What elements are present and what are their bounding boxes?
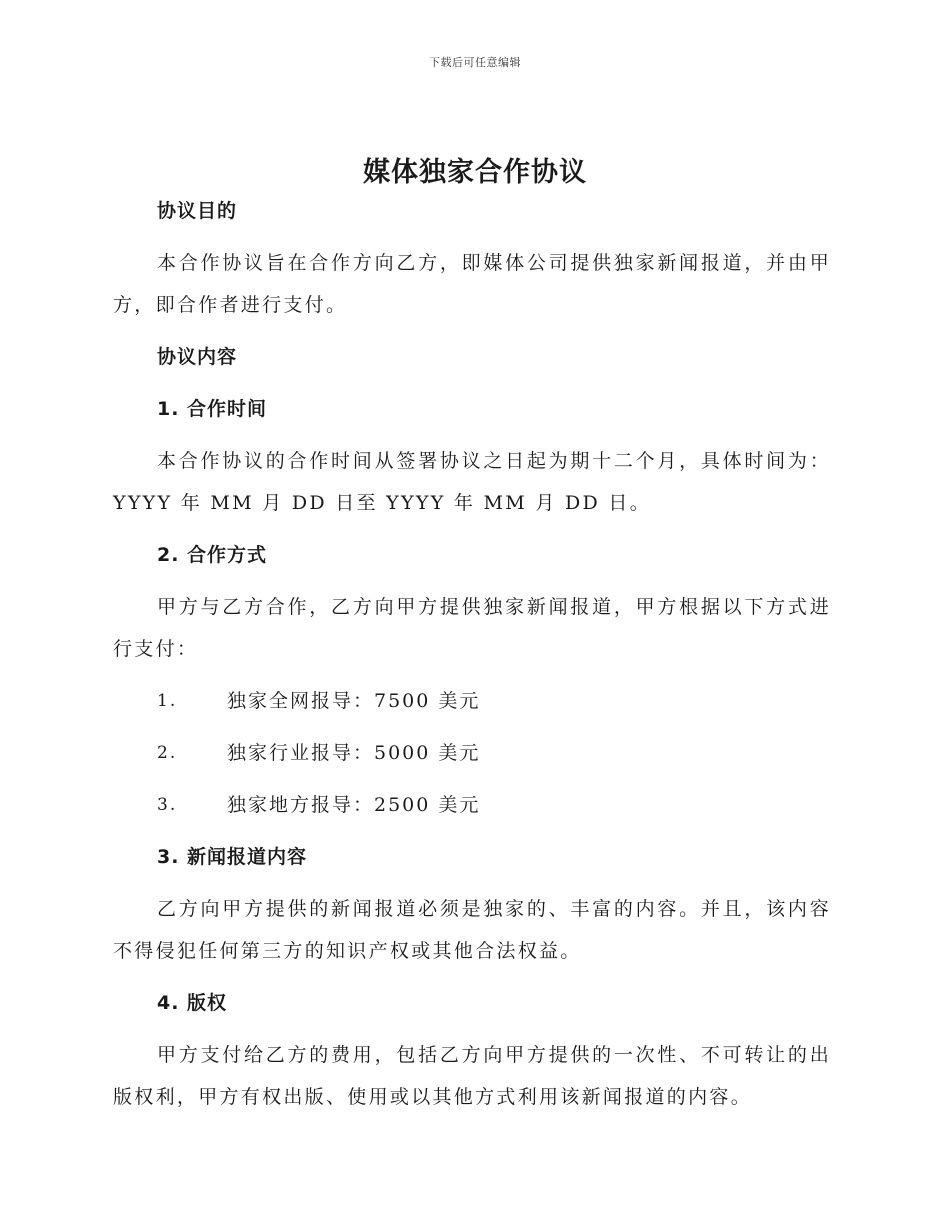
document-title: 媒体独家合作协议	[363, 157, 587, 188]
page-header-note: 下载后可任意编辑	[429, 56, 521, 69]
list-item-text: 独家地方报导：2500 美元	[227, 794, 481, 816]
list-item-text: 独家全网报导：7500 美元	[227, 690, 481, 712]
list-item	[113, 784, 831, 826]
list-item-number: 1.	[157, 691, 178, 711]
section-4-paragraph: 甲方支付给乙方的费用，包括乙方向甲方提供的一次性、不可转让的出版权利，甲方有权出版、使用或以其他方式利用该新闻报道的内容。	[113, 1044, 831, 1108]
section-2-heading: 2. 合作方式	[157, 544, 268, 566]
list-item	[113, 732, 831, 774]
list-item	[113, 680, 831, 722]
purpose-heading: 协议目的	[157, 200, 238, 222]
section-3-paragraph: 乙方向甲方提供的新闻报道必须是独家的、丰富的内容。并且，该内容不得侵犯任何第三方的知识产权或其他合法权益。	[113, 898, 831, 962]
section-3-heading: 3. 新闻报道内容	[157, 846, 308, 868]
section-2-paragraph: 甲方与乙方合作，乙方向甲方提供独家新闻报道，甲方根据以下方式进行支付：	[113, 596, 831, 660]
section-1-heading: 1. 合作时间	[157, 398, 268, 420]
purpose-paragraph: 本合作协议旨在合作方向乙方，即媒体公司提供独家新闻报道，并由甲方，即合作者进行支付。	[113, 252, 831, 316]
list-item-number: 3.	[157, 795, 178, 815]
section-1-paragraph: 本合作协议的合作时间从签署协议之日起为期十二个月，具体时间为：YYYY 年 MM 月 DD 日至 YYYY 年 MM 月 DD 日。	[113, 450, 831, 514]
content-heading: 协议内容	[157, 346, 238, 368]
list-item-text: 独家行业报导：5000 美元	[227, 742, 481, 764]
document-body	[113, 190, 831, 1128]
section-4-heading: 4. 版权	[157, 992, 228, 1014]
list-item-number: 2.	[157, 743, 178, 763]
